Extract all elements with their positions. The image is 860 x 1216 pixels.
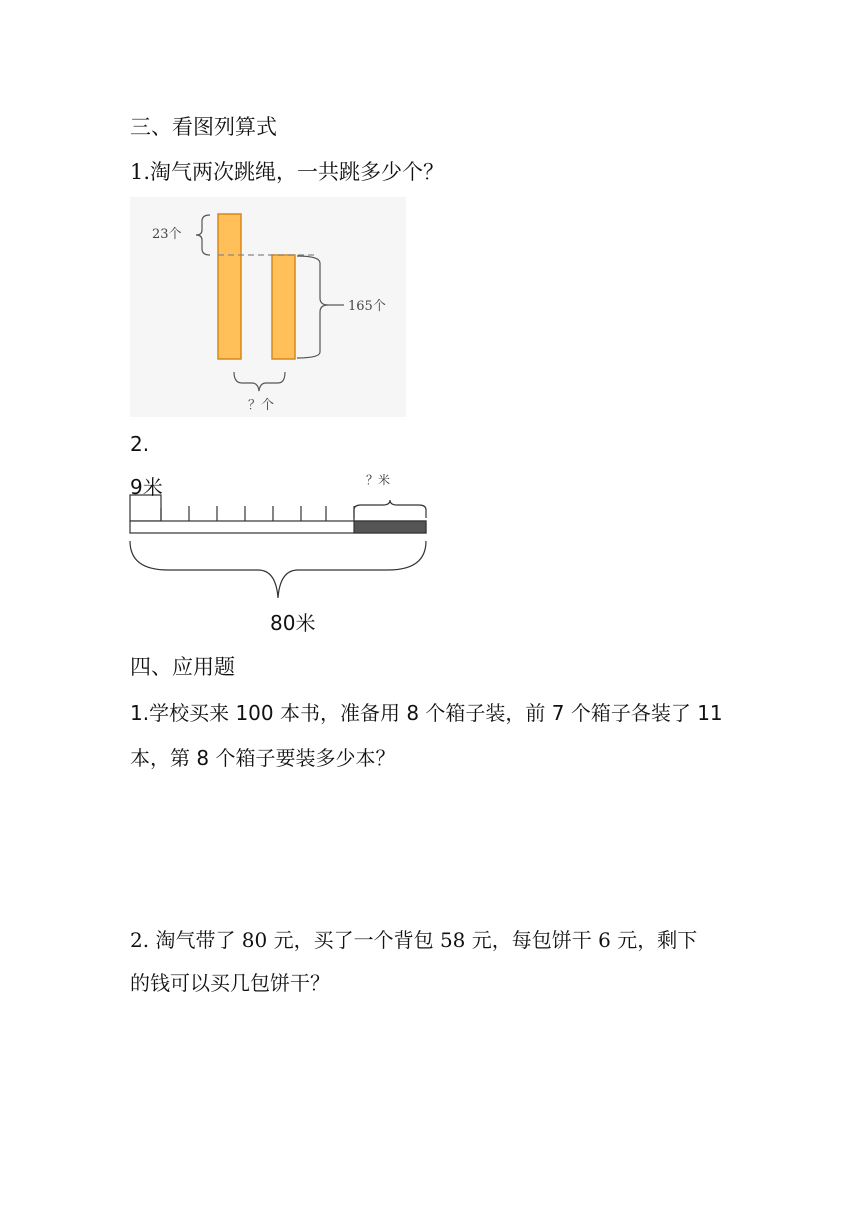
brace-total bbox=[234, 372, 285, 391]
brace-diff bbox=[196, 215, 210, 255]
section-heading-3: 三、看图列算式 bbox=[130, 115, 277, 139]
label-unknown-m: ？米 bbox=[366, 473, 391, 487]
label-total: ？个 bbox=[248, 398, 275, 413]
shaded-segment bbox=[354, 521, 426, 533]
label-165: 165个 bbox=[348, 299, 386, 314]
brace-unknown bbox=[354, 500, 426, 518]
brace-second bbox=[297, 256, 328, 358]
segment-diagram bbox=[128, 470, 430, 602]
bar-second bbox=[272, 255, 295, 359]
bar-first bbox=[218, 214, 241, 359]
brace-80m bbox=[130, 541, 426, 598]
question-1-text: 1.淘气两次跳绳，一共跳多少个？ bbox=[130, 160, 445, 184]
label-80m: 80米 bbox=[270, 611, 316, 635]
problem-2-line2: 的钱可以买几包饼干？ bbox=[130, 971, 330, 995]
problem-1-line2: 本，第 8 个箱子要装多少本？ bbox=[130, 746, 396, 770]
problem-1-line1: 1.学校买来 100 本书，准备用 8 个箱子装，前 7 个箱子各装了 11 bbox=[130, 701, 723, 725]
bar-diagram bbox=[130, 197, 406, 417]
label-23: 23个 bbox=[152, 227, 182, 242]
section-heading-4: 四、应用题 bbox=[130, 655, 235, 679]
question-2-number: 2. bbox=[130, 432, 150, 456]
label-9m: 9米 bbox=[130, 475, 163, 499]
problem-2-line1: 2. 淘气带了 80 元，买了一个背包 58 元，每包饼干 6 元，剩下 bbox=[130, 928, 698, 952]
